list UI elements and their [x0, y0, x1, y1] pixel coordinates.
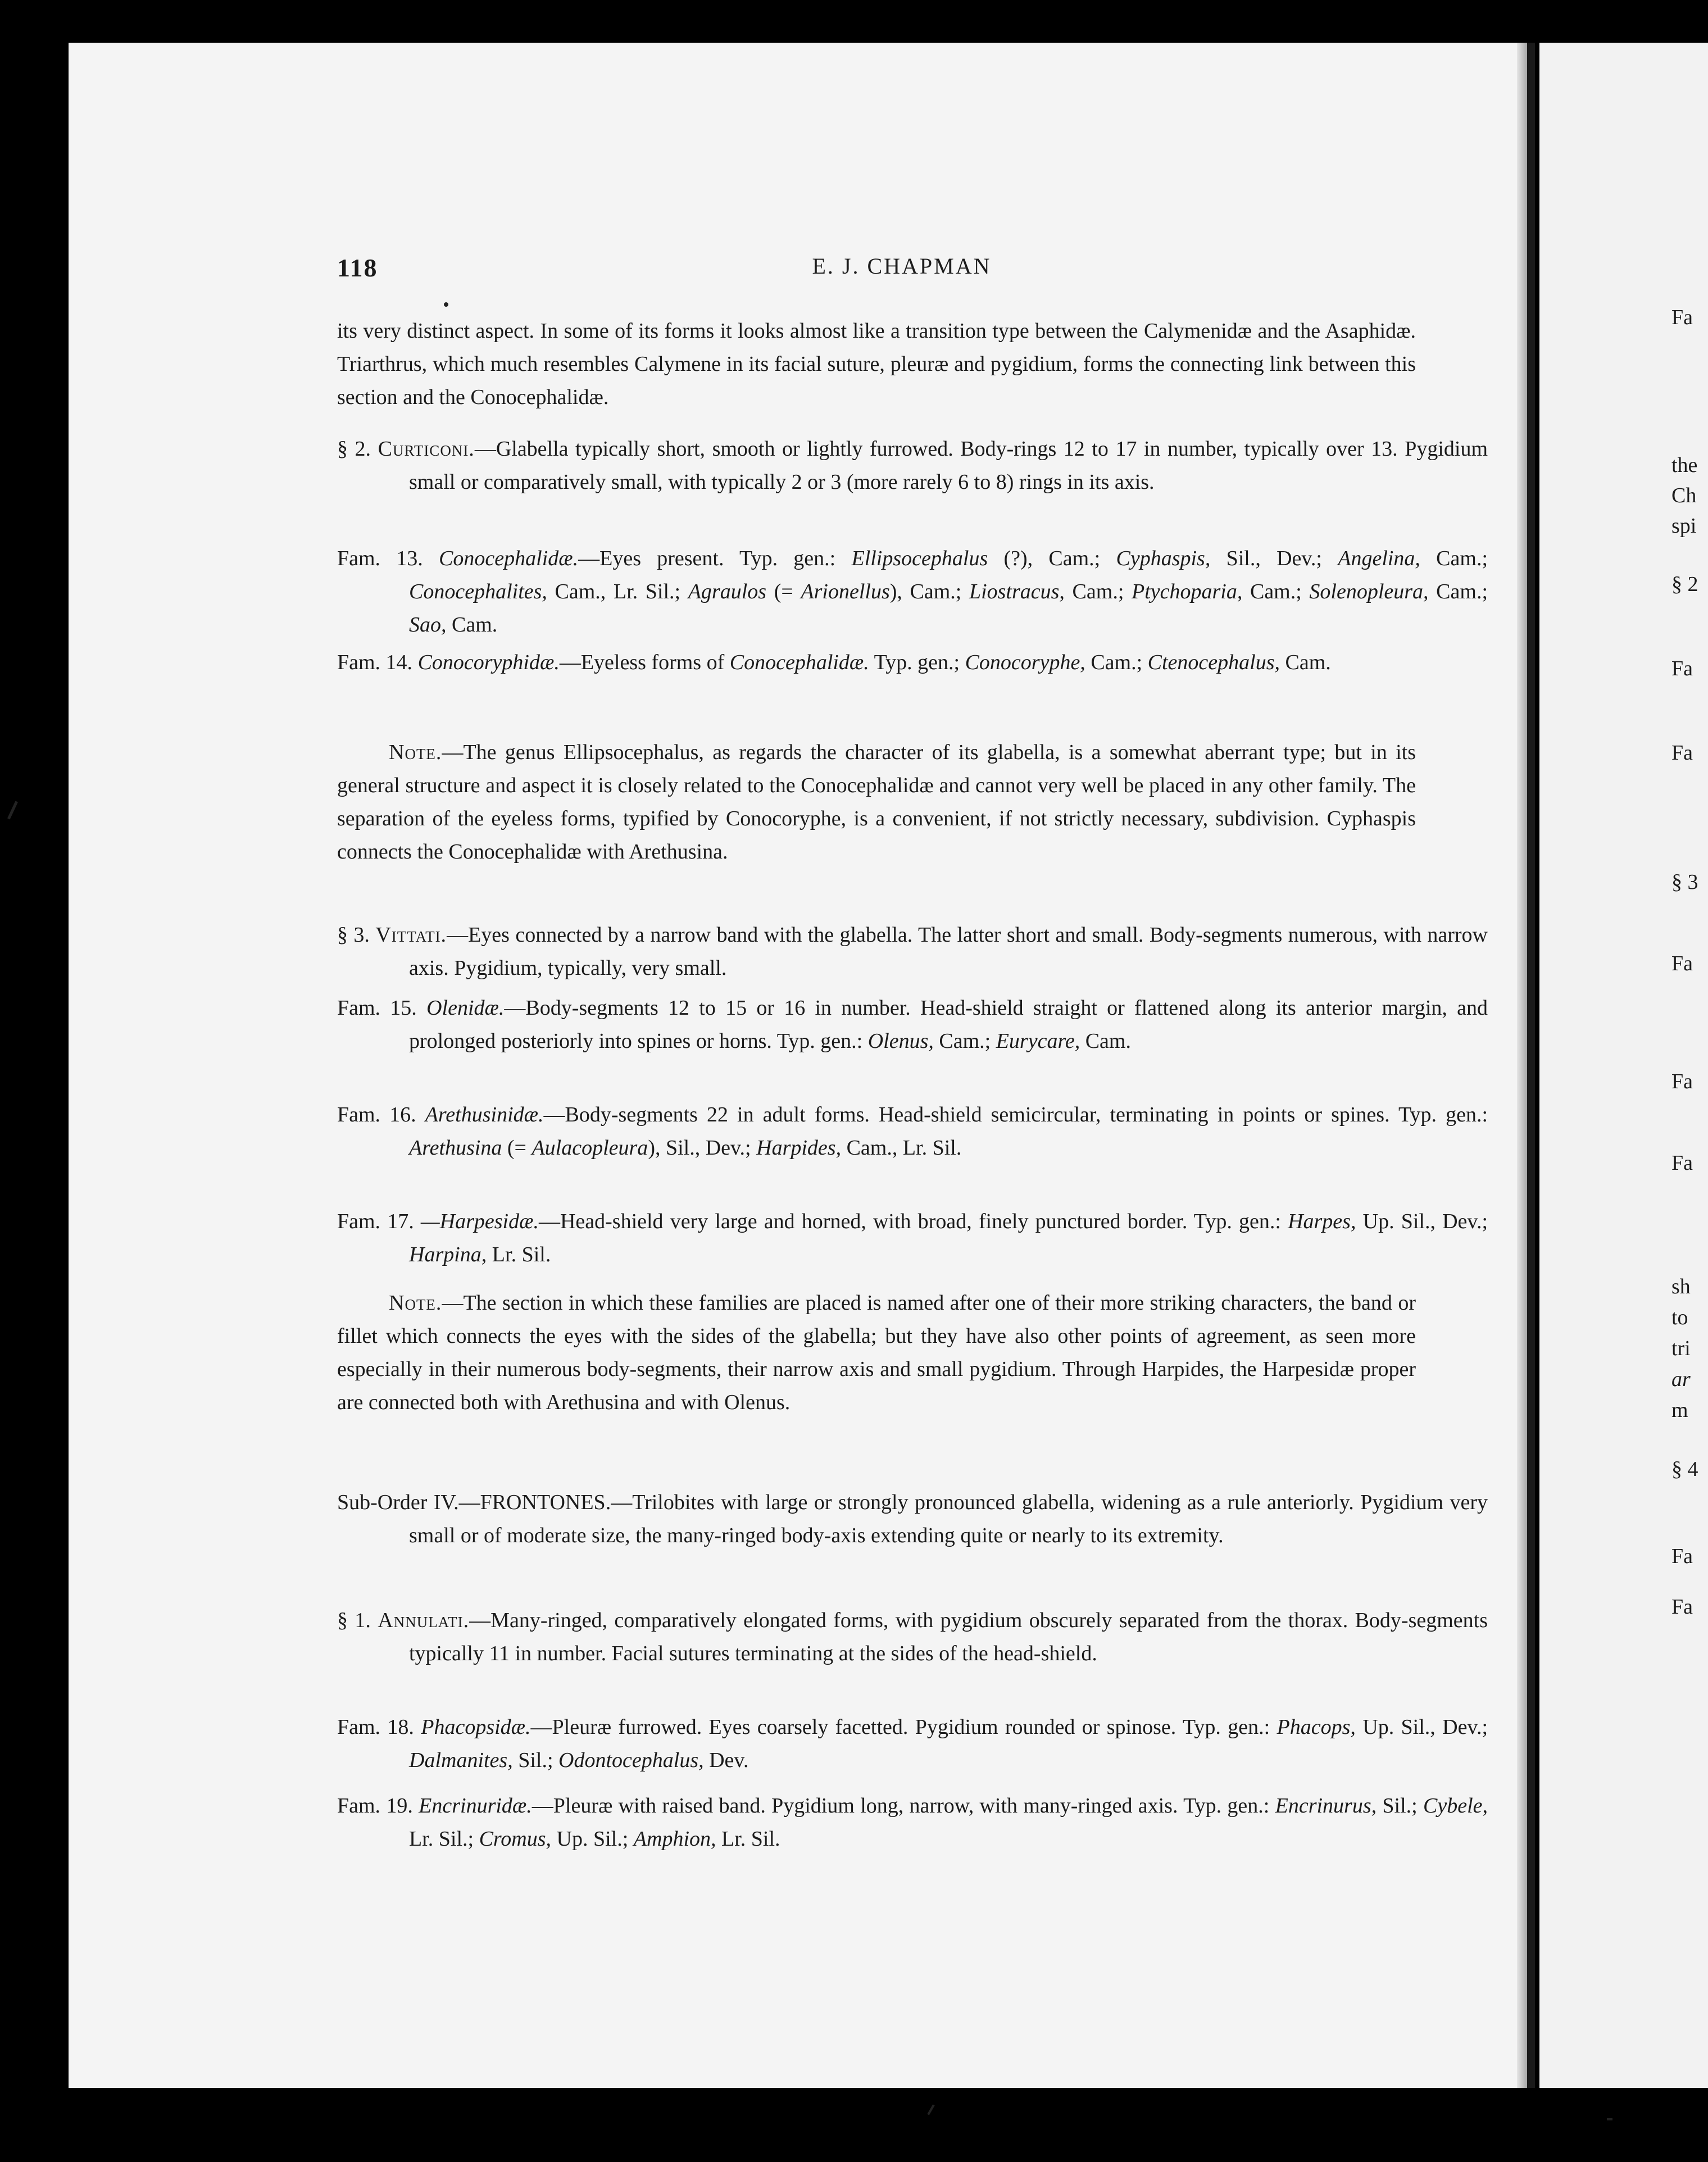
paragraph-continuation: its very distinct aspect. In some of its forms it looks almost like a transition type between the Calymenidæ and the Asaphidæ. Triarthrus, which much resembles Calymene in its facial suture, pleuræ and pygidium, forms the connecting link between this section and the Conocephalidæ.: [337, 319, 1416, 409]
section-number: § 3.: [337, 923, 370, 947]
facing-page-fragment: § 2: [1671, 573, 1698, 596]
family-name: Encrinuridæ.: [419, 1794, 532, 1818]
gutter-edge: [1527, 43, 1535, 2088]
facing-page-fragment: § 4: [1671, 1457, 1698, 1481]
facing-page-fragment: to: [1671, 1306, 1688, 1329]
section-number: § 1.: [337, 1609, 371, 1632]
facing-page-fragment: Fa: [1671, 952, 1693, 975]
section-number: § 2.: [337, 437, 371, 461]
suborder-text: —Trilobites with large or strongly pronounced glabella, widening as a rule anteriorly. Pygidium very small or of moderate size, the many-ringed body-axis extending quite or nearly to its extremity.: [409, 1491, 1488, 1547]
section-name: Vittati.: [375, 923, 447, 947]
suborder-frontones: [337, 1486, 1488, 1552]
facing-page-fragment: sh: [1671, 1275, 1691, 1298]
section-curticoni: [337, 433, 1488, 499]
family-15: Fam. 15. Olenidæ.—Body-segments 12 to 15 or 16 in number. Head-shield straight or flattened along its anterior margin, and prolonged posteriorly into spines or horns. Typ. gen.: Olenus, Cam.; Eurycare, Cam.: [337, 996, 1488, 1053]
family-name: Phacopsidæ.: [421, 1715, 531, 1739]
note-ellipsocephalus: [337, 736, 1416, 869]
scan-speck: [927, 2104, 934, 2115]
section-annulati: [337, 1604, 1488, 1670]
family-number: Fam. 18.: [337, 1715, 414, 1739]
family-number: Fam. 17.: [337, 1210, 414, 1233]
family-name: Conocoryphidæ.: [417, 651, 560, 674]
family-14: Fam. 14. Conocoryphidæ.—Eyeless forms of Conocephalidæ. Typ. gen.; Conocoryphe, Cam.; Ctenocephalus, Cam.: [337, 651, 1331, 674]
note-vittati: [337, 1287, 1416, 1419]
family-number: Fam. 15.: [337, 996, 417, 1020]
facing-page-fragment: Fa: [1671, 1070, 1693, 1093]
facing-page-fragment: Fa: [1671, 306, 1693, 329]
scan-speck: [7, 801, 18, 820]
note-text: —The section in which these families are placed is named after one of their more striking characters, the band or fillet which connects the eyes with the sides of the glabella; but they have also other points of agreement, as seen more especially in their numerous body-segments, their narrow axis and small pygidium. Through Harpides, the Harpesidæ proper are connected both with Arethusina and with Olenus.: [337, 1291, 1416, 1414]
running-head: E. J. CHAPMAN: [812, 253, 992, 279]
family-name: Arethusinidæ.: [425, 1103, 544, 1127]
note-text: —The genus Ellipsocephalus, as regards the character of its glabella, is a somewhat aberrant type; but in its general structure and aspect it is closely related to the Conocephalidæ and cannot very well be placed in any other family. The separation of the eyeless forms, typified by Conocoryphe, is a convenient, if not strictly necessary, subdivision. Cyphaspis connects the Conocephalidæ with Arethusina.: [337, 741, 1416, 864]
family-name: Conocephalidæ.: [439, 547, 579, 570]
section-text: —Eyes connected by a narrow band with the glabella. The latter short and small. Body-segments numerous, with narrow axis. Pygidium, typically, very small.: [409, 923, 1488, 980]
facing-page-fragment: Ch: [1671, 484, 1697, 507]
note-label: Note.: [389, 741, 442, 764]
facing-page-fragment: spi: [1671, 514, 1697, 538]
facing-page-fragment: m: [1671, 1398, 1688, 1422]
section-vittati: [337, 919, 1488, 985]
note-label: Note.: [389, 1291, 442, 1315]
page-header: [337, 253, 1466, 287]
scan-speck: [1607, 2118, 1612, 2120]
facing-page-fragment: the: [1671, 453, 1698, 477]
family-number: Fam. 19.: [337, 1794, 413, 1818]
facing-page: [1539, 43, 1708, 2088]
family-number: Fam. 14.: [337, 651, 413, 674]
family-13: Fam. 13. Conocephalidæ.—Eyes present. Typ. gen.: Ellipsocephalus (?), Cam.; Cyphaspis, Sil., Dev.; Angelina, Cam.; Conocephalites, Cam., Lr. Sil.; Agraulos (= Arionellus), Cam.; Liostracus, Cam.; Ptychoparia, Cam.; Solenopleura, Cam.; Sao, Cam.: [337, 547, 1488, 637]
facing-page-fragment: Fa: [1671, 741, 1693, 765]
section-text: —Many-ringed, comparatively elongated forms, with pygidium obscurely separated from the thorax. Body-segments typically 11 in number. Facial sutures terminating at the sides of the head-shield.: [409, 1609, 1488, 1665]
facing-page-fragment: Fa: [1671, 1151, 1693, 1175]
family-number: Fam. 16.: [337, 1103, 416, 1127]
facing-page-fragment: Fa: [1671, 1595, 1693, 1619]
section-text: —Glabella typically short, smooth or lightly furrowed. Body-rings 12 to 17 in number, typically over 13. Pygidium small or comparatively small, with typically 2 or 3 (more rarely 6 to 8) rings in its axis.: [409, 437, 1488, 494]
facing-page-fragment: Fa: [1671, 1545, 1693, 1568]
facing-page-fragment: § 3: [1671, 870, 1698, 894]
family-name: Olenidæ.: [426, 996, 505, 1020]
section-name: Annulati.: [378, 1609, 470, 1632]
facing-page-fragment: Fa: [1671, 657, 1693, 680]
family-18: Fam. 18. Phacopsidæ.—Pleuræ furrowed. Eyes coarsely facetted. Pygidium rounded or spinose. Typ. gen.: Phacops, Up. Sil., Dev.; Dalmanites, Sil.; Odontocephalus, Dev.: [337, 1715, 1488, 1772]
family-16: Fam. 16. Arethusinidæ.—Body-segments 22 in adult forms. Head-shield semicircular, terminating in points or spines. Typ. gen.: Arethusina (= Aulacopleura), Sil., Dev.; Harpides, Cam., Lr. Sil.: [337, 1103, 1488, 1160]
family-17: Fam. 17. —Harpesidæ.—Head-shield very large and horned, with broad, finely punctured border. Typ. gen.: Harpes, Up. Sil., Dev.; Harpina, Lr. Sil.: [337, 1210, 1488, 1266]
family-19: Fam. 19. Encrinuridæ.—Pleuræ with raised band. Pygidium long, narrow, with many-ringed axis. Typ. gen.: Encrinurus, Sil.; Cybele, Lr. Sil.; Cromus, Up. Sil.; Amphion, Lr. Sil.: [337, 1794, 1488, 1851]
facing-page-fragment: tri: [1671, 1337, 1691, 1360]
suborder-label: Sub-Order IV.—FRONTONES.: [337, 1491, 611, 1514]
section-name: Curticoni.: [378, 437, 475, 461]
scan-speck: [444, 302, 448, 307]
family-name: —Harpesidæ.: [420, 1210, 539, 1233]
facing-page-fragment: ar: [1671, 1368, 1691, 1391]
family-number: Fam. 13.: [337, 547, 423, 570]
page-number: 118: [337, 253, 378, 282]
